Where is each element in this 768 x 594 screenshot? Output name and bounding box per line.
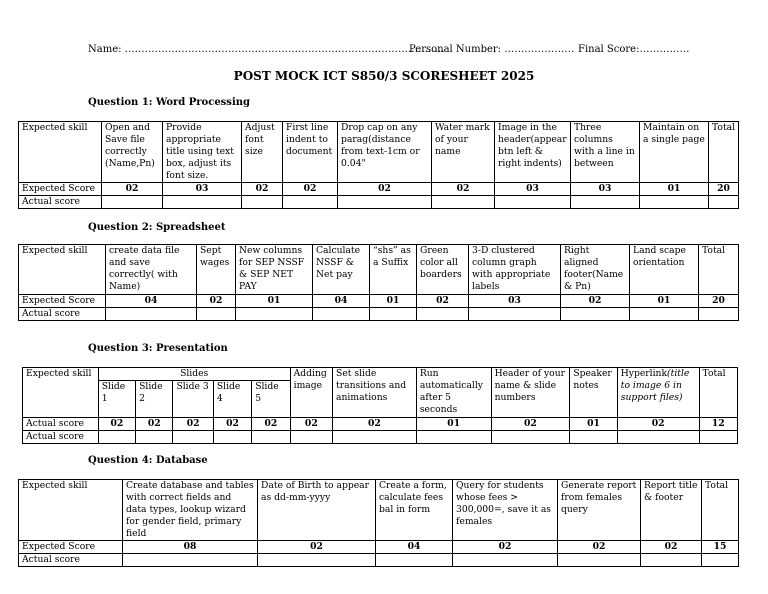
skill-cell: Header of your name & slide numbers [491,368,570,418]
actual-score-cell[interactable] [699,431,737,444]
skill-cell: create data file and save correctly( with Name) [106,245,197,295]
score-cell: 01 [416,418,491,431]
table-row [19,183,739,196]
score-cell: 02 [102,183,163,196]
row-label: Expected skill [19,122,102,183]
table-row [19,295,739,308]
actual-score-cell[interactable] [333,431,417,444]
score-cell: 02 [338,183,432,196]
actual-score-label: Actual score [19,554,123,567]
score-cell: 03 [469,295,561,308]
actual-score-cell[interactable] [702,554,739,567]
skill-cell: Sept wages [197,245,236,295]
row-label: Expected skill [19,480,123,541]
actual-score-cell[interactable] [123,554,258,567]
skill-cell: Maintain on a single page [640,122,709,183]
score-cell: 02 [242,183,283,196]
skill-cell: “shs” as a Suffix [370,245,417,295]
skill-cell: Right aligned footer(Name & Pn) [561,245,630,295]
skill-cell: Drop cap on any parag(distance from text-1cm or 0.04" [338,122,432,183]
word-processing-table [18,121,739,209]
row-label: Expected skill [19,245,106,295]
score-cell: 02 [197,295,236,308]
actual-score-cell[interactable] [252,431,290,444]
score-row-label: Actual score [23,418,99,431]
table-row [19,122,739,183]
actual-score-cell[interactable] [416,431,491,444]
score-cell: 02 [561,295,630,308]
actual-score-cell[interactable] [98,431,135,444]
score-cell: 03 [495,183,571,196]
skill-cell: New columns for SEP NSSF & SEP NET PAY [236,245,313,295]
actual-score-cell[interactable] [242,196,283,209]
score-cell: 01 [630,295,699,308]
skill-cell: Speaker notes [570,368,617,418]
score-cell: 02 [173,418,213,431]
table-row [19,554,739,567]
actual-score-cell[interactable] [617,431,699,444]
actual-score-cell[interactable] [571,196,640,209]
score-cell: 02 [252,418,290,431]
skill-cell: Create a form, calculate fees bal in form [376,480,453,541]
actual-score-cell[interactable] [338,196,432,209]
skill-cell: Green color all boarders [417,245,469,295]
score-cell: 20 [709,183,739,196]
skill-cell: Create database and tables with correct fields and data types, lookup wizard for gender field, primary field [123,480,258,541]
score-cell: 02 [432,183,495,196]
actual-score-label: Actual score [23,431,99,444]
score-cell: 20 [699,295,739,308]
score-cell: 04 [376,541,453,554]
page-title: POST MOCK ICT S850/3 SCORESHEET 2025 [233,69,535,83]
score-cell: 02 [641,541,702,554]
actual-score-cell[interactable] [699,308,739,321]
name-field-label: Name: …………………………………………………………………………………… [88,44,445,55]
score-cell: 02 [417,295,469,308]
actual-score-cell[interactable] [561,308,630,321]
score-cell: 04 [313,295,370,308]
score-cell: 02 [213,418,251,431]
actual-score-cell[interactable] [453,554,558,567]
actual-score-cell[interactable] [370,308,417,321]
actual-score-cell[interactable] [495,196,571,209]
score-cell: 02 [283,183,338,196]
skill-cell: Image in the header(appear btn left & right indents) [495,122,571,183]
score-cell: 12 [699,418,737,431]
expected-score-label: Expected Score [19,541,123,554]
actual-score-label: Actual score [19,308,106,321]
table-row [19,480,739,541]
skill-cell: Generate report from females query [558,480,641,541]
skill-cell: Run automatically after 5 seconds [416,368,491,418]
slide-cell: Slide 1 [98,381,135,418]
skill-cell: Query for students whose fees > 300,000=, save it as females [453,480,558,541]
score-cell: 15 [702,541,739,554]
final-score-label: Final Score:…………… [578,44,690,55]
row-label: Expected skill [23,368,99,418]
actual-score-cell[interactable] [136,431,173,444]
actual-score-cell[interactable] [417,308,469,321]
actual-score-cell[interactable] [283,196,338,209]
table-row [23,431,738,444]
actual-score-cell[interactable] [163,196,242,209]
actual-score-cell[interactable] [290,431,332,444]
skill-cell: Three columns with a line in between [571,122,640,183]
score-cell: 04 [106,295,197,308]
skill-cell: Report title & footer [641,480,702,541]
expected-score-label: Expected Score [19,183,102,196]
actual-score-cell[interactable] [469,308,561,321]
question-2-label: Question 2: Spreadsheet [88,222,226,233]
actual-score-cell[interactable] [258,554,376,567]
skill-cell: Total [709,122,739,183]
table-row [23,418,738,431]
actual-score-cell[interactable] [432,196,495,209]
spreadsheet-table [18,244,739,321]
score-cell: 03 [163,183,242,196]
table-row [19,245,739,295]
skill-cell: Date of Birth to appear as dd-mm-yyyy [258,480,376,541]
question-3-label: Question 3: Presentation [88,343,228,354]
score-cell: 03 [571,183,640,196]
skill-cell: Land scape orientation [630,245,699,295]
table-row [19,541,739,554]
table-row [23,368,738,381]
actual-score-cell[interactable] [197,308,236,321]
actual-score-cell[interactable] [106,308,197,321]
score-cell: 02 [453,541,558,554]
score-cell: 01 [236,295,313,308]
actual-score-cell[interactable] [236,308,313,321]
hyperlink-note: (title to image 6 in support files) [620,368,690,403]
slide-cell: Slide 4 [213,381,251,418]
actual-score-cell[interactable] [491,431,570,444]
actual-score-cell[interactable] [570,431,617,444]
hyperlink-label: Hyperlink [620,368,668,379]
score-cell: 01 [370,295,417,308]
actual-score-cell[interactable] [641,554,702,567]
score-cell: 01 [640,183,709,196]
question-1-label: Question 1: Word Processing [88,97,251,108]
actual-score-cell[interactable] [630,308,699,321]
score-cell: 02 [491,418,570,431]
score-cell: 02 [558,541,641,554]
score-cell: 02 [290,418,332,431]
actual-score-cell[interactable] [213,431,251,444]
skill-cell: Total [702,480,739,541]
skill-cell: Total [699,245,739,295]
actual-score-cell[interactable] [102,196,163,209]
skill-cell [617,368,699,418]
score-cell: 01 [570,418,617,431]
actual-score-cell[interactable] [173,431,213,444]
actual-score-cell[interactable] [709,196,739,209]
presentation-table [22,367,738,444]
actual-score-cell[interactable] [376,554,453,567]
score-cell: 08 [123,541,258,554]
personal-number-label: Personal Number: ………………… [409,44,575,55]
question-4-label: Question 4: Database [88,455,208,466]
skill-cell: Calculate NSSF & Net pay [313,245,370,295]
skill-cell: Water mark of your name [432,122,495,183]
slides-header: Slides [98,368,290,381]
score-cell: 02 [258,541,376,554]
skill-cell: Total [699,368,737,418]
skill-cell: Open and Save file correctly (Name,Pn) [102,122,163,183]
skill-cell: Adding image [290,368,332,418]
actual-score-cell[interactable] [558,554,641,567]
skill-cell: Set slide transitions and animations [333,368,417,418]
score-cell: 02 [333,418,417,431]
score-cell: 02 [98,418,135,431]
table-row [19,196,739,209]
actual-score-cell[interactable] [313,308,370,321]
slide-cell: Slide 3 [173,381,213,418]
actual-score-cell[interactable] [640,196,709,209]
skill-cell: 3-D clustered column graph with appropriate labels [469,245,561,295]
skill-cell: Adjust font size [242,122,283,183]
score-cell: 02 [617,418,699,431]
skill-cell: Provide appropriate title using text box, adjust its font size. [163,122,242,183]
slide-cell: Slide 5 [252,381,290,418]
slide-cell: Slide 2 [136,381,173,418]
skill-cell: First line indent to document [283,122,338,183]
expected-score-label: Expected Score [19,295,106,308]
database-table [18,479,739,567]
actual-score-label: Actual score [19,196,102,209]
score-cell: 02 [136,418,173,431]
table-row [19,308,739,321]
